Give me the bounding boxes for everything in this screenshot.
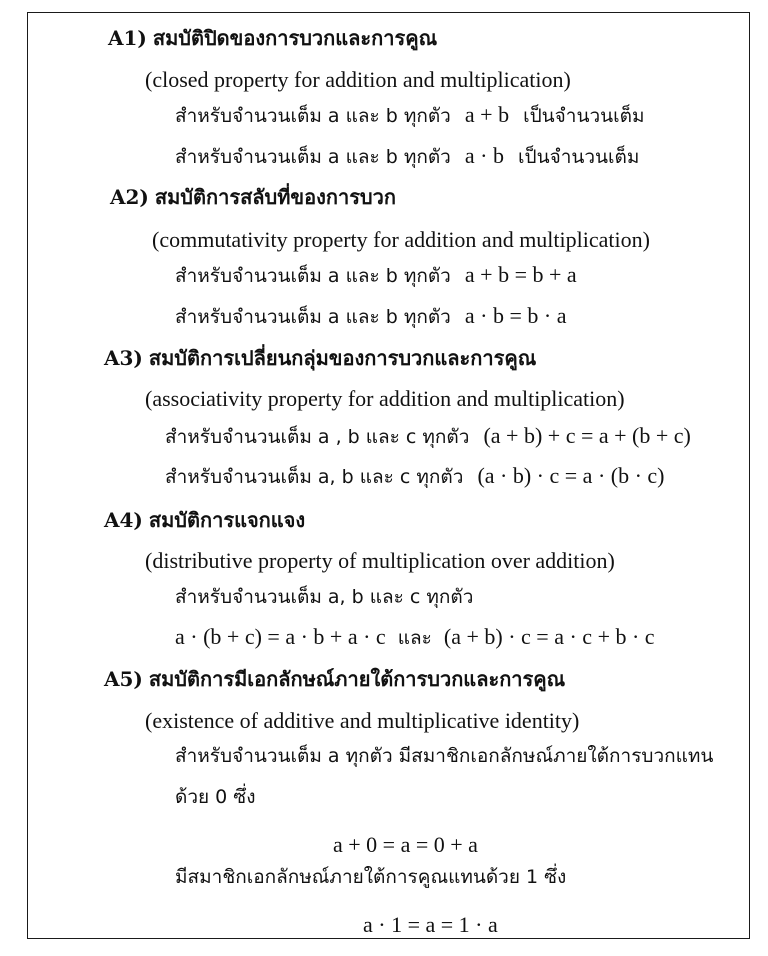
section-a2-number: A2) xyxy=(110,185,149,209)
section-a3-line1 xyxy=(165,425,691,447)
section-a5-heading xyxy=(104,669,565,689)
section-a2-heading xyxy=(110,187,396,207)
section-a4-heading xyxy=(104,510,305,530)
section-a2-line2 xyxy=(175,305,567,327)
section-a2-title: สมบัติการสลับที่ของการบวก xyxy=(154,185,396,209)
section-a1-line2-tail: เป็นจำนวนเต็ม xyxy=(518,146,640,168)
section-a1-line2-math: a · b xyxy=(464,143,504,168)
section-a5-equation-multiplicative: a · 1 = a = 1 · a xyxy=(363,912,498,937)
section-a4-line2-math2: (a + b) · c = a · c + b · c xyxy=(443,624,655,649)
section-a5-english: (existence of additive and multiplicative identity) xyxy=(145,708,580,733)
section-a1-number: A1) xyxy=(108,26,147,50)
section-a1-line1 xyxy=(175,104,644,126)
section-a4-number: A4) xyxy=(104,508,143,532)
section-a5-line3 xyxy=(175,868,566,887)
section-a3-title: สมบัติการเปลี่ยนกลุ่มของการบวกและการคูณ xyxy=(148,346,537,370)
section-a1-line1-math: a + b xyxy=(464,102,510,127)
section-a2-line1-math: a + b = b + a xyxy=(464,262,577,287)
section-a4-line2 xyxy=(175,626,655,648)
section-a1-line2-text: สำหรับจำนวนเต็ม a และ b ทุกตัว xyxy=(175,146,451,168)
section-a1-english: (closed property for addition and multiplication) xyxy=(145,67,571,92)
section-a2-line2-text: สำหรับจำนวนเต็ม a และ b ทุกตัว xyxy=(175,306,451,328)
section-a2-line1 xyxy=(175,264,577,286)
section-a5-number: A5) xyxy=(104,667,143,691)
section-a4-line2-mid: และ xyxy=(397,627,432,649)
section-a3-line2-math: (a · b) · c = a · (b · c) xyxy=(477,463,665,488)
section-a4-line2-math1: a · (b + c) = a · b + a · c xyxy=(175,624,386,649)
section-a5-line2-text: ด้วย 0 ซึ่ง xyxy=(175,786,256,808)
section-a3-line1-text: สำหรับจำนวนเต็ม a , b และ c ทุกตัว xyxy=(165,426,470,448)
section-a3-line1-math: (a + b) + c = a + (b + c) xyxy=(483,423,691,448)
section-a3-heading xyxy=(104,348,536,368)
section-a1-line1-tail: เป็นจำนวนเต็ม xyxy=(523,105,645,127)
section-a3-english: (associativity property for addition and multiplication) xyxy=(145,386,625,411)
section-a3-line2-text: สำหรับจำนวนเต็ม a, b และ c ทุกตัว xyxy=(165,466,464,488)
section-a2-english: (commutativity property for addition and multiplication) xyxy=(152,227,650,252)
section-a3-line2 xyxy=(165,465,665,487)
section-a1-line2 xyxy=(175,145,639,167)
section-a4-english: (distributive property of multiplication over addition) xyxy=(145,548,615,573)
section-a4-title: สมบัติการแจกแจง xyxy=(148,508,306,532)
section-a2-line2-math: a · b = b · a xyxy=(464,303,567,328)
section-a4-line1 xyxy=(175,588,473,607)
section-a5-line1 xyxy=(175,747,713,766)
section-a5-line2 xyxy=(175,788,255,807)
section-a2-line1-text: สำหรับจำนวนเต็ม a และ b ทุกตัว xyxy=(175,265,451,287)
section-a1-line1-text: สำหรับจำนวนเต็ม a และ b ทุกตัว xyxy=(175,105,451,127)
section-a1-heading xyxy=(108,28,437,48)
section-a5-title: สมบัติการมีเอกลักษณ์ภายใต้การบวกและการคูณ xyxy=(148,667,566,691)
section-a5-line3-text: มีสมาชิกเอกลักษณ์ภายใต้การคูณแทนด้วย 1 ซึ่ง xyxy=(175,866,567,888)
section-a3-number: A3) xyxy=(104,346,143,370)
section-a5-line1-text: สำหรับจำนวนเต็ม a ทุกตัว มีสมาชิกเอกลักษณ์ภายใต้การบวกแทน xyxy=(175,745,714,767)
section-a1-title: สมบัติปิดของการบวกและการคูณ xyxy=(152,26,438,50)
section-a4-line1-text: สำหรับจำนวนเต็ม a, b และ c ทุกตัว xyxy=(175,586,474,608)
section-a5-equation-additive: a + 0 = a = 0 + a xyxy=(333,832,478,857)
